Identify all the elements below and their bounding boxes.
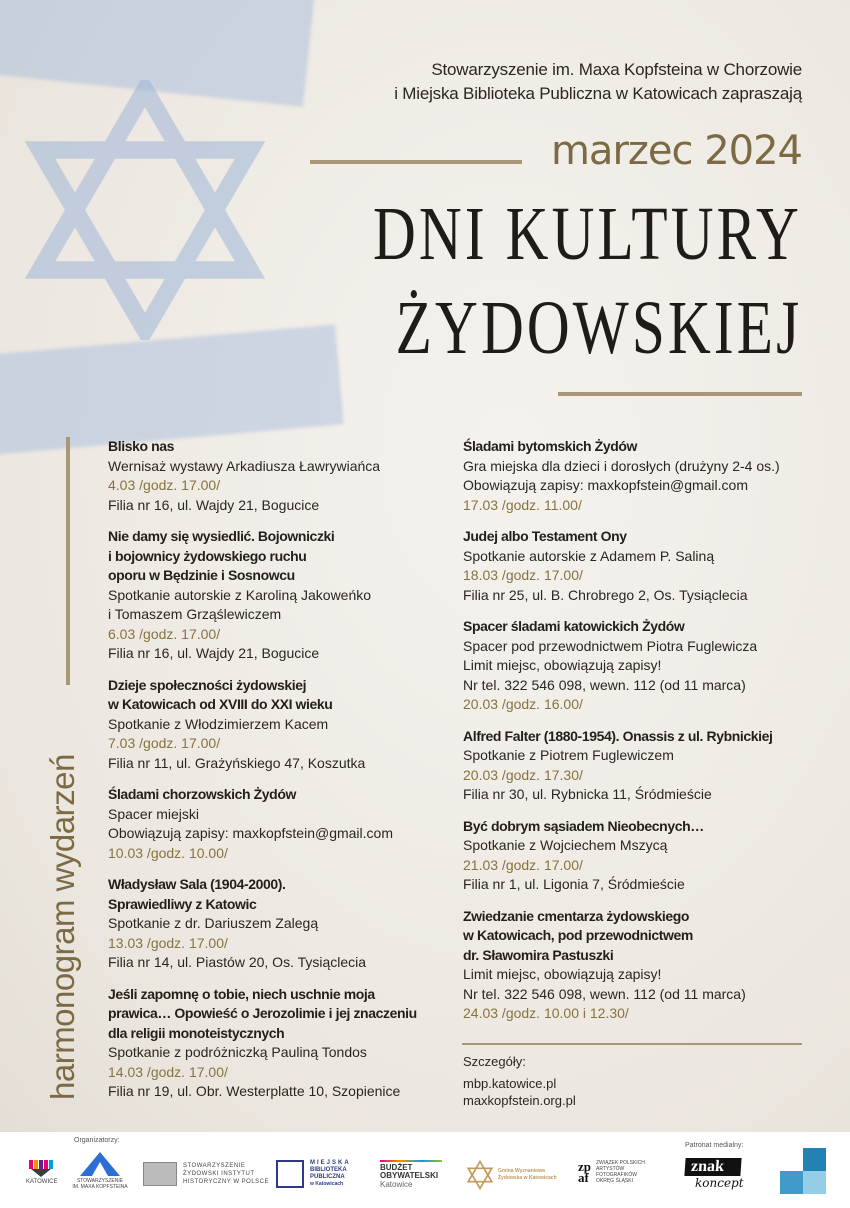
event-description: Limit miejsc, obowiązują zapisy! — [463, 657, 662, 673]
event-description: Spotkanie z Włodzimierzem Kacem — [108, 715, 329, 732]
event-item — [463, 817, 808, 895]
title-line-1: DNI KULTURY — [373, 192, 802, 276]
side-label: harmonogram wydarzeń — [44, 754, 81, 1100]
event-title: dla religii monoteistycznych — [108, 1024, 285, 1041]
event-date: 17.03 /godz. 11.00/ — [463, 496, 582, 513]
organizers-line-1: Stowarzyszenie im. Maxa Kopfsteina w Chorzowie — [431, 60, 802, 79]
event-title: Judej albo Testament Ony — [463, 528, 627, 544]
event-description: Spotkanie z Wojciechem Mszycą — [463, 837, 668, 853]
event-date: 6.03 /godz. 17.00/ — [108, 625, 221, 642]
event-description: Spotkanie z dr. Dariuszem Zalegą — [108, 915, 319, 931]
details-label: Szczegóły: — [463, 1054, 526, 1069]
event-date: 13.03 /godz. 17.00/ — [108, 934, 228, 951]
event-date: 20.03 /godz. 16.00/ — [463, 696, 583, 712]
organizers-line-2: i Miejska Biblioteka Publiczna w Katowicach zapraszają — [394, 84, 802, 103]
event-date: 20.03 /godz. 17.30/ — [463, 766, 583, 783]
event-title: Dzieje społeczności żydowskiej — [108, 676, 307, 693]
event-location: Filia nr 16, ul. Wajdy 21, Bogucice — [108, 645, 320, 661]
logo-zpaf: zp af ZWIĄZEK POLSKICH ARTYSTÓW FOTOGRAFIKÓW OKRĘG ŚLĄSKI — [578, 1159, 645, 1185]
event-description: Spacer miejski — [108, 805, 200, 822]
event-title: Władysław Sala (1904-2000). — [108, 876, 286, 892]
event-title: w Katowicach od XVIII do XXI wieku — [108, 696, 333, 712]
mbp-book-icon — [276, 1160, 304, 1188]
kopfstein-triangle-icon — [80, 1152, 120, 1176]
organizers-caption: Organizatorzy: — [74, 1137, 120, 1144]
vertical-divider — [66, 437, 70, 685]
event-description: Nr tel. 322 546 098, wewn. 112 (od 11 marca) — [463, 676, 746, 693]
event-item — [463, 727, 808, 805]
event-title: Blisko nas — [108, 438, 175, 454]
zpaf-mark-icon: zp af — [578, 1159, 591, 1185]
star-of-david-icon — [466, 1160, 494, 1190]
divider — [462, 1043, 802, 1045]
logo-zih: STOWARZYSZENIE ŻYDOWSKI INSTYTUT HISTORYCZNY W POLSCE — [143, 1162, 269, 1186]
event-title: Śladami bytomskich Żydów — [463, 438, 637, 454]
event-date: 21.03 /godz. 17.00/ — [463, 856, 583, 873]
date-heading: marzec 2024 — [550, 128, 802, 174]
event-description: Spotkanie z Piotrem Fuglewiczem — [463, 747, 674, 763]
details — [463, 1053, 576, 1109]
events-right-column — [463, 437, 808, 1036]
event-date: 14.03 /godz. 17.00/ — [108, 1063, 228, 1080]
event-date: 4.03 /godz. 17.00/ — [108, 477, 221, 493]
events-left-column — [108, 437, 458, 1114]
event-title: Spacer śladami katowickich Żydów — [463, 618, 685, 634]
link-mbp[interactable]: mbp.katowice.pl — [463, 1076, 557, 1091]
logo-budzet: BUDŻET OBYWATELSKI Katowice — [380, 1160, 442, 1189]
event-item — [108, 676, 458, 774]
event-description: i Tomaszem Grząślewiczem — [108, 606, 282, 622]
event-date: 7.03 /godz. 17.00/ — [108, 735, 221, 751]
event-title: Nie damy się wysiedlić. Bojowniczki — [108, 528, 335, 544]
event-item — [463, 527, 808, 605]
event-location: Filia nr 1, ul. Ligonia 7, Śródmieście — [463, 876, 685, 892]
logo-mbp: MIEJSKA BIBLIOTEKA PUBLICZNA w Katowicach — [276, 1160, 351, 1188]
media-caption: Patronat medialny: — [685, 1142, 744, 1149]
event-description: Spotkanie autorskie z Adamem P. Saliną — [463, 547, 715, 564]
event-title: dr. Sławomira Pastuszki — [463, 946, 614, 963]
event-title: Być dobrym sąsiadem Nieobecnych… — [463, 817, 704, 834]
event-date: 18.03 /godz. 17.00/ — [463, 567, 583, 583]
event-title: Śladami chorzowskich Żydów — [108, 786, 296, 802]
event-item — [108, 527, 458, 664]
event-item — [108, 785, 458, 863]
title-line-2: ŻYDOWSKIEJ — [395, 286, 802, 370]
link-kopfstein[interactable]: maxkopfstein.org.pl — [463, 1093, 576, 1108]
event-item — [463, 437, 808, 515]
event-date: 10.03 /godz. 10.00/ — [108, 844, 228, 861]
event-title: oporu w Będzinie i Sosnowcu — [108, 567, 295, 583]
event-location: Filia nr 11, ul. Grażyńskiego 47, Koszutka — [108, 754, 366, 771]
event-description: Wernisaż wystawy Arkadiusza Ławrywiańca — [108, 457, 381, 474]
event-description: Limit miejsc, obowiązują zapisy! — [463, 966, 662, 982]
logo-katowice: KATOWICE — [26, 1160, 56, 1185]
event-title: w Katowicach, pod przewodnictwem — [463, 927, 693, 943]
event-item — [108, 875, 458, 973]
event-date: 24.03 /godz. 10.00 i 12.30/ — [463, 1005, 629, 1021]
footer-logos — [0, 1132, 850, 1208]
logo-gmina: Gmina Wyznaniowa Żydowska w Katowicach — [466, 1160, 557, 1190]
event-description: Nr tel. 322 546 098, wewn. 112 (od 11 marca) — [463, 985, 746, 1002]
event-item — [108, 985, 458, 1102]
event-item — [108, 437, 458, 515]
event-description: Spotkanie z podróżniczką Pauliną Tondos — [108, 1044, 367, 1060]
event-title: prawica… Opowieść o Jerozolimie i jej znaczeniu — [108, 1005, 417, 1021]
event-location: Filia nr 25, ul. B. Chrobrego 2, Os. Tysiąclecia — [463, 586, 748, 603]
event-description: Spacer pod przewodnictwem Piotra Fuglewicza — [463, 637, 758, 654]
event-location: Filia nr 19, ul. Obr. Westerplatte 10, Szopienice — [108, 1083, 401, 1099]
building-icon — [143, 1162, 177, 1186]
event-location: Filia nr 30, ul. Rybnicka 11, Śródmieście — [463, 786, 712, 802]
event-location: Filia nr 14, ul. Piastów 20, Os. Tysiąclecia — [108, 954, 367, 970]
event-description: Obowiązują zapisy: maxkopfstein@gmail.com — [463, 477, 748, 493]
logo-znak: znak koncept — [685, 1158, 755, 1190]
katowice-bars-icon — [26, 1160, 56, 1169]
event-title: Jeśli zapomnę o tobie, niech uschnie moja — [108, 985, 375, 1002]
event-description: Gra miejska dla dzieci i dorosłych (drużyny 2-4 os.) — [463, 457, 780, 474]
event-location: Filia nr 16, ul. Wajdy 21, Bogucice — [108, 496, 320, 513]
star-of-david-icon — [20, 80, 270, 340]
flag-stripe-bottom — [0, 325, 344, 456]
event-title: Zwiedzanie cmentarza żydowskiego — [463, 907, 690, 924]
logo-kopfstein: STOWARZYSZENIE IM. MAXA KOPFSTEINA — [72, 1152, 128, 1190]
event-description: Spotkanie autorskie z Karoliną Jakoweńko — [108, 586, 372, 603]
event-item — [463, 617, 808, 715]
event-title: i bojownicy żydowskiego ruchu — [108, 547, 307, 564]
divider — [310, 160, 522, 164]
divider — [558, 392, 802, 396]
event-title: Alfred Falter (1880-1954). Onassis z ul. Rybnickiej — [463, 727, 773, 744]
event-item — [463, 907, 808, 1024]
event-description: Obowiązują zapisy: maxkopfstein@gmail.com — [108, 825, 393, 841]
logo-squares — [780, 1148, 826, 1194]
event-title: Sprawiedliwy z Katowic — [108, 895, 257, 912]
